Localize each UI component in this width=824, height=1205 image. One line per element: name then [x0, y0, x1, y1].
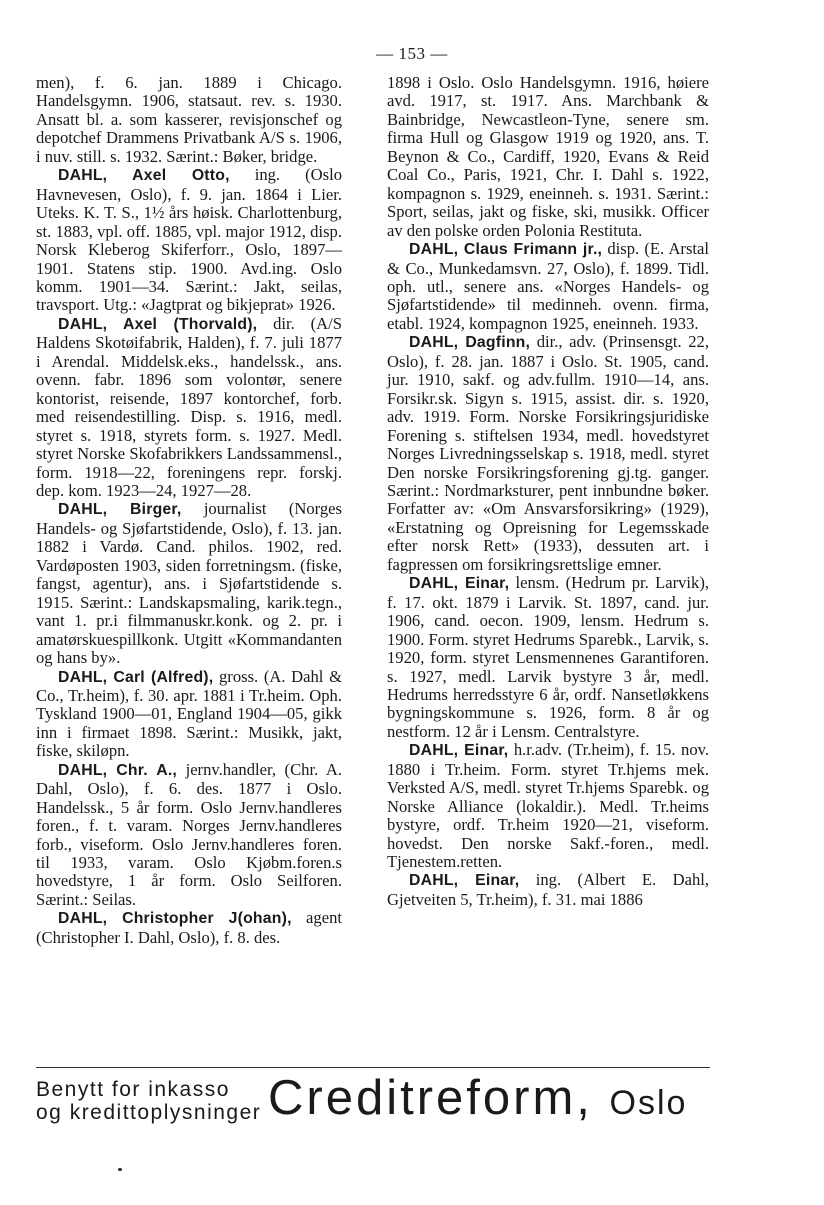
- entry-name: DAHL, Axel Otto,: [58, 167, 230, 185]
- entry-continuation: men), f. 6. jan. 1889 i Chicago. Handelsgymn. 1906, statsaut. rev. s. 1930. Ansatt bl. a. som kasserer, revisjonschef og depotchef Drammens Privatbank A/S s. 1906, i nuv. still. s. 1932. Særint.: Bøker, bridge.: [36, 73, 342, 166]
- print-speck: [118, 1168, 122, 1171]
- entry-dahl-axel-thorvald: DAHL, Axel (Thorvald), dir. (A/S Haldens Skotøifabrik, Halden), f. 7. juli 1877 i Arendal. Middelsk.eks., handelssk., ans. ovenn. fabr. 1896 som volontør, senere kontorist, reisende, 1897 kontorchef, forb. med reisendestilling. Disp. s. 1916, medl. styret s. 1918, styrets form. s. 1927. Medl. styret Norske Skofabrikkers Landssammensl., form. 1918—22, foreningens repr. forskj. dep. kom. 1923—24, 1927—28.: [36, 313, 342, 500]
- right-column: [387, 74, 709, 909]
- advertisement: [36, 1071, 726, 1158]
- advertisement-divider: [36, 1067, 710, 1068]
- entry-name: DAHL, Axel (Thorvald),: [58, 315, 258, 333]
- entry-continuation: 1898 i Oslo. Oslo Handelsgymn. 1916, høiere avd. 1917, st. 1917. Ans. Marchbank & Bainbridge, Newcastleon-Tyne, senere sm. firma Hull og Glasgow 1919 og 1920, ans. T. Beynon & Co., Cardiff, 1920, Evans & Reid Coal Co., Paris, 1921, Chr. I. Dahl s. 1922, kompagnon s. 1929, eneinneh. s. 1931. Særint.: Sport, seilas, jakt og fiske, ski, musikk. Officer av den polske orden Polonia Restituta.: [387, 73, 709, 240]
- entry-name: DAHL, Einar,: [409, 872, 520, 890]
- entry-name: DAHL, Claus Frimann jr.,: [409, 241, 603, 259]
- entry-dahl-einar-ing: DAHL, Einar, ing. (Albert E. Dahl, Gjetveiten 5, Tr.heim), f. 31. mai 1886: [387, 870, 709, 909]
- entry-name: DAHL, Christopher J(ohan),: [58, 910, 292, 928]
- entry-name: DAHL, Birger,: [58, 501, 182, 519]
- page-number: — 153 —: [376, 44, 448, 63]
- advertisement-brand-block: [268, 1070, 687, 1126]
- entry-dahl-carl: DAHL, Carl (Alfred), gross. (A. Dahl & Co., Tr.heim), f. 30. apr. 1881 i Tr.heim. Oph. Tyskland 1900—01, England 1904—05, gikk inn i firmaet 1898. Særint.: Musikk, jakt, fiske, skiløpn.: [36, 666, 342, 761]
- entry-dahl-einar-adv: DAHL, Einar, h.r.adv. (Tr.heim), f. 15. nov. 1880 i Tr.heim. Form. styret Tr.hjems mek. Verksted A/S, medl. styret Tr.hjems Sparebk. og Norske Alliance (lokaldir.). Medl. Tr.heims bystyre, ordf. Tr.heim 1920—21, viseform. hovedst. Den norske Sakf.-foren., medl. Tjenestem.retten.: [387, 740, 709, 872]
- entry-dahl-einar-lensm: DAHL, Einar, lensm. (Hedrum pr. Larvik), f. 17. okt. 1879 i Larvik. St. 1897, cand. jur. 1906, cand. oecon. 1909, lensm. Hedrum s. 1900. Form. styret Hedrums Sparebk., Larvik, s. 1920, form. styret Lensmennenes Garantiforen. s. 1927, medl. Larvik bystyre 3 år, medl. Hedrums herredsstyre 6 år, ordf. Nansetløkkens bygningskommune s. 1926, form. 8 år og nestform. 12 år i Lensm. Centralstyre.: [387, 573, 709, 741]
- advertisement-line2: og kredittoplysninger: [36, 1101, 262, 1124]
- entry-dahl-birger: DAHL, Birger, journalist (Norges Handels- og Sjøfartstidende, Oslo), f. 13. jan. 1882 i Vardø. Cand. philos. 1902, red. Vardøposten 1903, siden forretningsm. (fiske, fangst, agentur), ans. i Sjøfartstidende s. 1915. Særint.: Landskapsmaling, karik.tegn., vant 1. pr.i filmmanuskr.konk. og 2. pr. i amatørskuespillkonk. Utgitt «Kommandanten og hans by».: [36, 499, 342, 668]
- entry-dahl-chr-a: DAHL, Chr. A., jernv.handler, (Chr. A. Dahl, Oslo), f. 6. des. 1877 i Oslo. Handelssk., 5 år form. Oslo Jernv.handleres foren., f. t. varam. Norges Jernv.handleres forb., viseform. Oslo Jernv.handleres foren. til 1933, varam. Oslo Kjøbm.foren.s hovedstyre, 1 år form. Oslo Seilforen. Særint.: Seilas.: [36, 759, 342, 909]
- entry-dahl-claus: DAHL, Claus Frimann jr., disp. (E. Arstal & Co., Munkedamsvn. 27, Oslo), f. 1899. Tidl. oph. utl., senere ans. «Norges Handels- og Sjøfartstidende» til medinneh. ovenn. firma, etabl. 1924, kompagnon 1925, eneinneh. 1933.: [387, 239, 709, 333]
- entry-name: DAHL, Carl (Alfred),: [58, 668, 214, 686]
- advertisement-tagline: [36, 1078, 261, 1124]
- left-column: [36, 74, 342, 947]
- entry-name: DAHL, Chr. A.,: [58, 761, 178, 779]
- entry-name: DAHL, Dagfinn,: [409, 334, 531, 352]
- entry-dahl-christopher: DAHL, Christopher J(ohan), agent (Christopher I. Dahl, Oslo), f. 8. des.: [36, 908, 342, 947]
- advertisement-line1: Benytt for inkasso: [36, 1078, 230, 1101]
- entry-name: DAHL, Einar,: [409, 742, 509, 760]
- entry-dahl-axel-otto: DAHL, Axel Otto, ing. (Oslo Havnevesen, Oslo), f. 9. jan. 1864 i Lier. Uteks. K. T. S., 1½ års høisk. Charlottenburg, st. 1883, vpl. off. 1885, vpl. major 1912, disp. Norsk Kleberog Skiferforr., Oslo, 1897—1901. Statens stip. 1900. Avd.ing. Oslo komm. 1901—34. Særint.: Jakt, seilas, travsport. Utg.: «Jagtprat og bikjeprat» 1926.: [36, 165, 342, 315]
- advertisement-brand: Creditreform,: [268, 1071, 593, 1125]
- advertisement-city: Oslo: [609, 1084, 688, 1122]
- entry-name: DAHL, Einar,: [409, 575, 510, 593]
- entry-dahl-dagfinn: DAHL, Dagfinn, dir., adv. (Prinsensgt. 22, Oslo), f. 28. jan. 1887 i Oslo. St. 1905, cand. jur. 1910, sakf. og adv.fullm. 1910—14, ans. Forsikr.sk. Sigyn s. 1915, assist. dir. s. 1920, adv. 1919. Form. Norske Forsikringsjuridiske Forening s. stiftelsen 1934, medl. hovedstyret Norges Livredningsselskap s. 1918, medl. styret Den norske Forsikringsforening gj.tg. ganger. Særint.: Nordmarksturer, pent innbundne bøker. Forfatter av: «Om Ansvarsforsikring» (1929), «Erstatning og Opreisning for Legemsskade efter norsk Rett» (1933), dessuten art. i fagpressen om forsikringsrettslige emner.: [387, 332, 709, 574]
